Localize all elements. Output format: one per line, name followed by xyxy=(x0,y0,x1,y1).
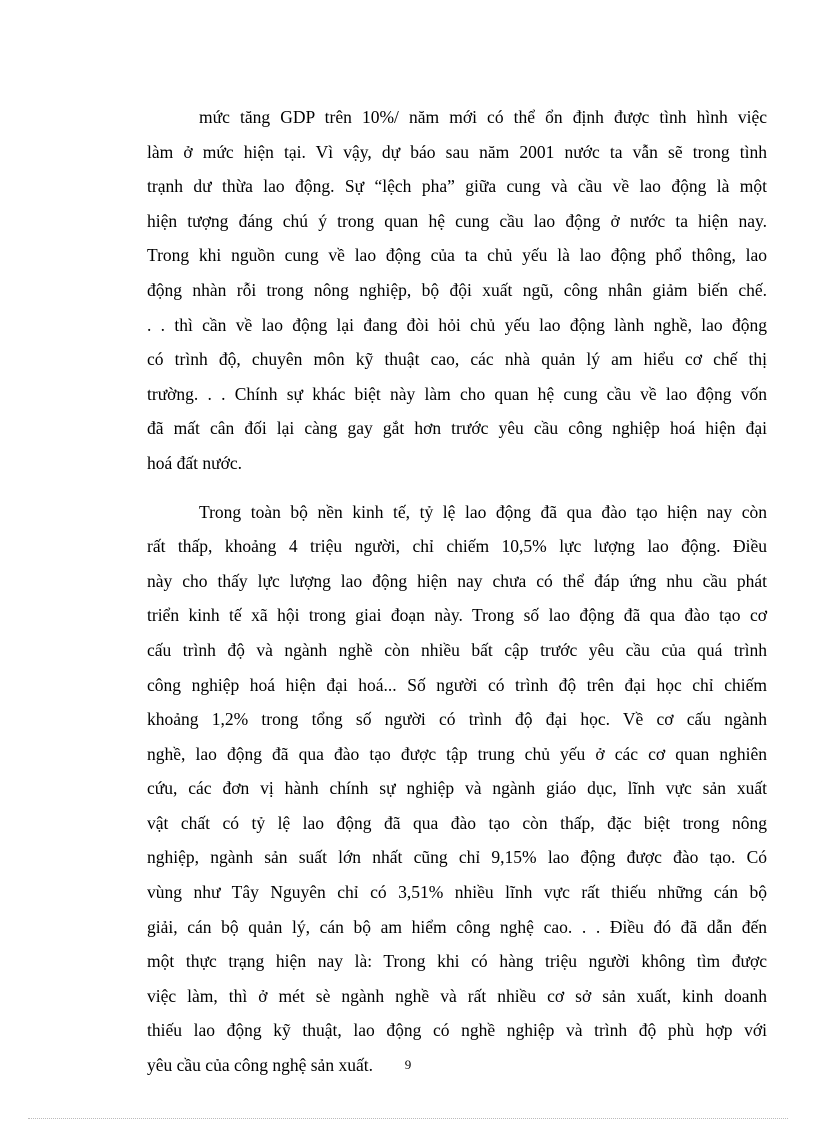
text-line: việc làm, thì ở mét sè ngành nghề và rất nhiều cơ sở sản xuất, kinh doanh xyxy=(147,985,767,1006)
text-line: một thực trạng hiện nay là: Trong khi có hàng triệu người không tìm được xyxy=(147,951,767,972)
text-line: vùng như Tây Nguyên chỉ có 3,51% nhiều lĩnh vực rất thiếu những cán bộ xyxy=(147,882,767,903)
paragraph-2 xyxy=(147,495,767,1083)
text-line: Trong khi nguồn cung về lao động của ta chủ yếu là lao động phổ thông, lao xyxy=(147,245,767,266)
paragraph-1 xyxy=(147,100,767,481)
text-line: cấu trình độ và ngành nghề còn nhiều bất cập trước yêu cầu của quá trình xyxy=(147,639,767,660)
text-line: rất thấp, khoảng 4 triệu người, chỉ chiếm 10,5% lực lượng lao động. Điều xyxy=(147,536,767,557)
text-line: công nghiệp hoá hiện đại hoá... Số người có trình độ trên đại học chỉ chiếm xyxy=(147,674,767,695)
text-line: hoá đất nước. xyxy=(147,452,243,473)
page-break-divider xyxy=(28,1118,788,1119)
text-line: . . thì cần về lao động lại đang đòi hỏi chủ yếu lao động lành nghề, lao động xyxy=(147,314,767,335)
paragraph-spacer xyxy=(147,481,767,495)
text-line: có trình độ, chuyên môn kỹ thuật cao, các nhà quản lý am hiểu cơ chế thị xyxy=(147,349,767,370)
text-line: động nhàn rỗi trong nông nghiệp, bộ đội xuất ngũ, công nhân giảm biến chế. xyxy=(147,279,767,300)
text-line: vật chất có tỷ lệ lao động đã qua đào tạo còn thấp, đặc biệt trong nông xyxy=(147,812,767,833)
text-line: mức tăng GDP trên 10%/ năm mới có thể ổn định được tình hình việc xyxy=(199,107,767,127)
text-line: yêu cầu của công nghệ sản xuất. xyxy=(147,1055,373,1076)
body-text xyxy=(147,100,767,1083)
text-line: hiện tượng đáng chú ý trong quan hệ cung cầu lao động ở nước ta hiện nay. xyxy=(147,210,767,231)
text-line: làm ở mức hiện tại. Vì vậy, dự báo sau năm 2001 nước ta vẫn sẽ trong tình xyxy=(147,141,767,162)
text-line: này cho thấy lực lượng lao động hiện nay chưa có thể đáp ứng nhu cầu phát xyxy=(147,570,767,591)
page-number: 9 xyxy=(404,1057,412,1072)
text-line: giải, cán bộ quản lý, cán bộ am hiểm công nghệ cao. . . Điều đó đã dẫn đến xyxy=(147,916,767,937)
text-line: triển kinh tế xã hội trong giai đoạn này. Trong số lao động đã qua đào tạo cơ xyxy=(147,605,767,626)
text-line: đã mất cân đối lại càng gay gắt hơn trước yêu cầu công nghiệp hoá hiện đại xyxy=(147,418,767,439)
text-line: thiếu lao động kỹ thuật, lao động có nghề nghiệp và trình độ phù hợp với xyxy=(147,1020,767,1041)
text-line: Trong toàn bộ nền kinh tế, tỷ lệ lao động đã qua đào tạo hiện nay còn xyxy=(199,501,767,522)
text-line: nghiệp, ngành sản suất lớn nhất cũng chỉ 9,15% lao động được đào tạo. Có xyxy=(147,847,767,868)
text-line: trạnh dư thừa lao động. Sự “lệch pha” giữa cung và cầu về lao động là một xyxy=(147,176,767,197)
text-line: nghề, lao động đã qua đào tạo được tập trung chủ yếu ở các cơ quan nghiên xyxy=(147,743,767,764)
text-line: khoảng 1,2% trong tổng số người có trình độ đại học. Về cơ cấu ngành xyxy=(147,709,767,730)
text-line: cứu, các đơn vị hành chính sự nghiệp và ngành giáo dục, lĩnh vực sản xuất xyxy=(147,778,767,799)
text-line: trường. . . Chính sự khác biệt này làm cho quan hệ cung cầu về lao động vốn xyxy=(147,383,767,404)
